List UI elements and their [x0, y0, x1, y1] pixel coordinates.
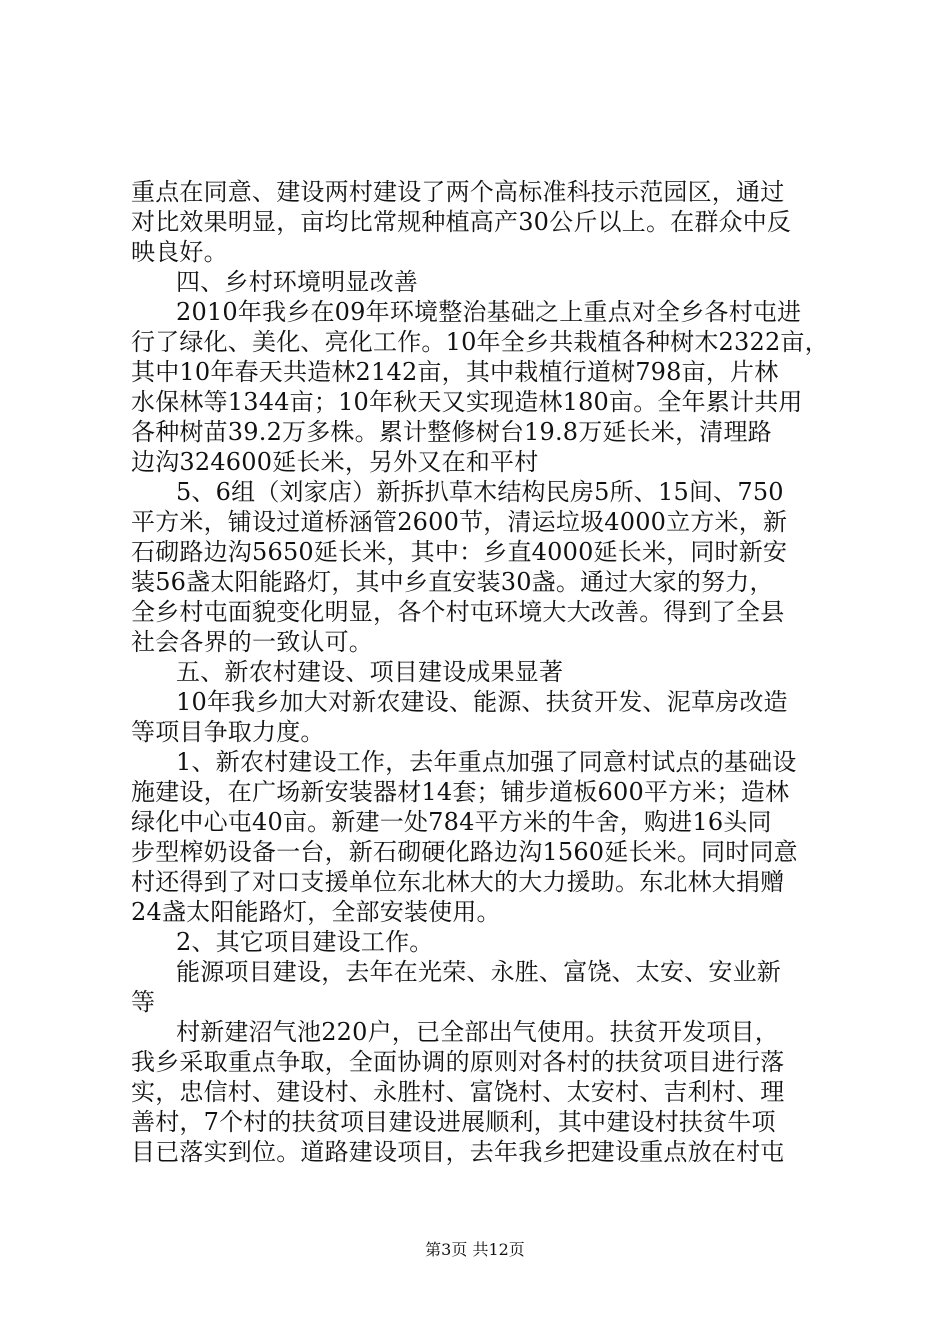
text-line: 目已落实到位。道路建设项目，去年我乡把建设重点放在村屯 — [131, 1138, 785, 1166]
text-line: 社会各界的一致认可。 — [131, 628, 373, 656]
text-line: 实，忠信村、建设村、永胜村、富饶村、太安村、吉利村、理 — [131, 1078, 785, 1106]
text-line: 等项目争取力度。 — [131, 718, 325, 746]
text-line: 其中10年春天共造林2142亩，其中栽植行道树798亩，片林 — [131, 358, 779, 386]
text-line: 平方米，铺设过道桥涵管2600节，清运垃圾4000立方米，新 — [131, 508, 788, 536]
text-line: 我乡采取重点争取，全面协调的原则对各村的扶贫项目进行落 — [131, 1048, 785, 1076]
section-heading: 五、新农村建设、项目建设成果显著 — [176, 658, 564, 686]
text-line: 边沟324600延长米，另外又在和平村 — [131, 448, 539, 476]
text-line: 映良好。 — [131, 238, 228, 266]
text-line: 步型榨奶设备一台，新石砌硬化路边沟1560延长米。同时同意 — [131, 838, 798, 866]
text-line: 对比效果明显，亩均比常规种植高产30公斤以上。在群众中反 — [131, 208, 792, 236]
text-line: 装56盏太阳能路灯，其中乡直安装30盏。通过大家的努力， — [131, 568, 774, 596]
text-line: 各种树苗39.2万多株。累计整修树台19.8万延长米，清理路 — [131, 418, 772, 446]
text-line: 施建设，在广场新安装器材14套；铺步道板600平方米；造林 — [131, 778, 790, 806]
text-line: 等 — [131, 988, 156, 1016]
text-line: 10年我乡加大对新农建设、能源、扶贫开发、泥草房改造 — [176, 688, 788, 716]
text-line: 2、其它项目建设工作。 — [176, 928, 434, 956]
text-line: 村新建沼气池220户，已全部出气使用。扶贫开发项目， — [176, 1018, 780, 1046]
text-line: 全乡村屯面貌变化明显，各个村屯环境大大改善。得到了全县 — [131, 598, 785, 626]
text-line: 水保林等1344亩；10年秋天又实现造林180亩。全年累计共用 — [131, 388, 803, 416]
text-line: 行了绿化、美化、亮化工作。10年全乡共栽植各种树木2322亩， — [131, 328, 829, 356]
page-number-footer: 第3页 共12页 — [425, 1240, 525, 1259]
text-line: 绿化中心屯40亩。新建一处784平方米的牛舍，购进16头同 — [131, 808, 772, 836]
text-line: 24盏太阳能路灯，全部安装使用。 — [131, 898, 501, 926]
text-line: 善村，7个村的扶贫项目建设进展顺利，其中建设村扶贫牛项 — [131, 1108, 776, 1136]
section-heading: 四、乡村环境明显改善 — [176, 268, 418, 296]
text-line: 石砌路边沟5650延长米，其中：乡直4000延长米，同时新安 — [131, 538, 788, 566]
text-line: 5、6组（刘家店）新拆扒草木结构民房5所、15间、750 — [176, 478, 784, 506]
text-line: 重点在同意、建设两村建设了两个高标准科技示范园区，通过 — [131, 178, 785, 206]
text-line: 能源项目建设，去年在光荣、永胜、富饶、太安、安业新 — [176, 958, 781, 986]
text-line: 2010年我乡在09年环境整治基础之上重点对全乡各村屯进 — [176, 298, 802, 326]
text-line: 村还得到了对口支援单位东北林大的大力援助。东北林大捐赠 — [131, 868, 785, 896]
text-line: 1、新农村建设工作，去年重点加强了同意村试点的基础设 — [176, 748, 797, 776]
